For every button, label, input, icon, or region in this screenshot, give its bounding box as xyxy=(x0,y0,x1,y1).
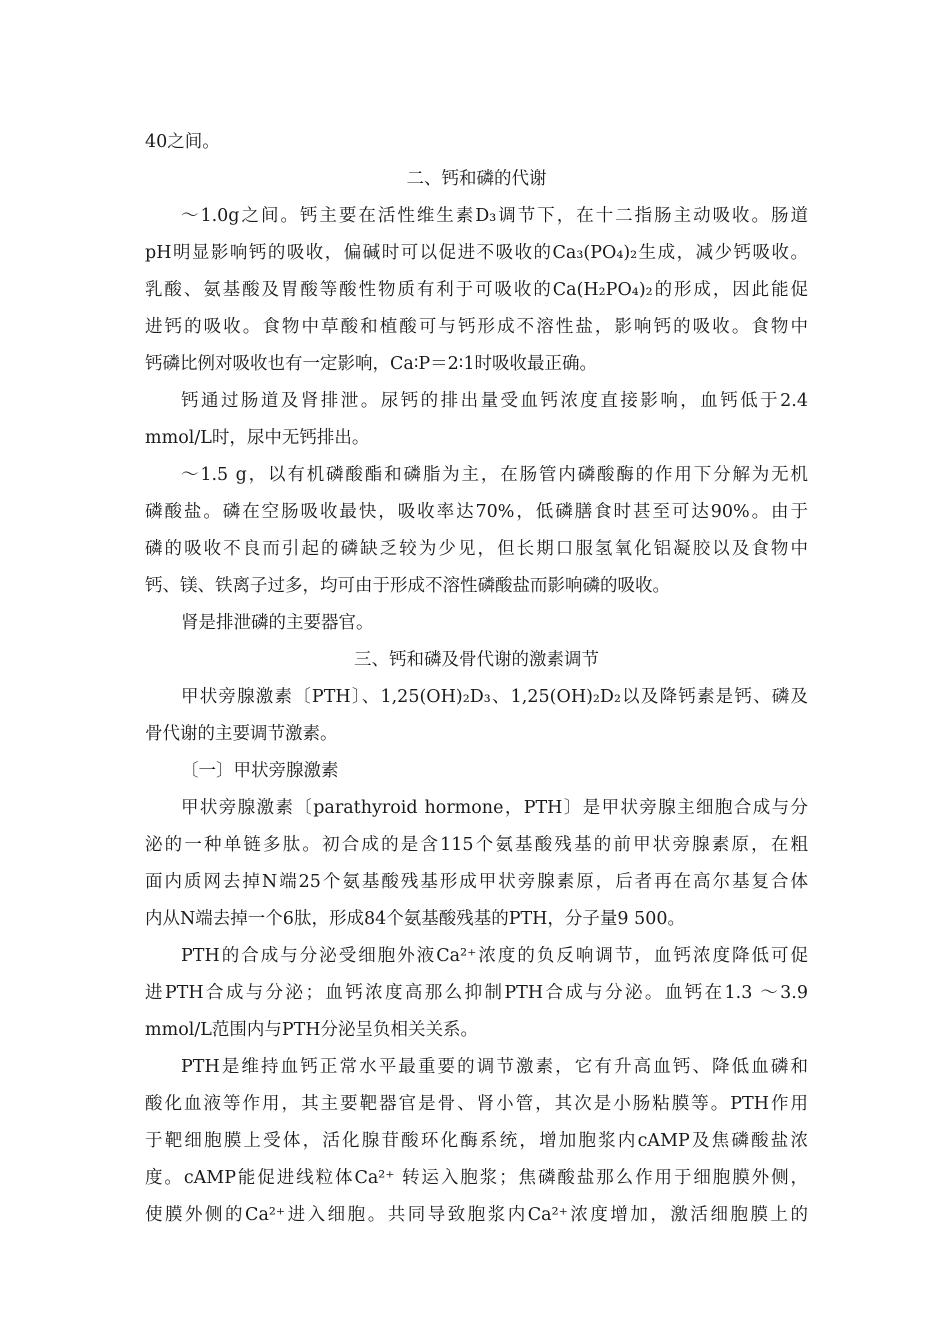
section-heading: 三、钙和磷及骨代谢的激素调节 xyxy=(354,650,599,670)
subsection-heading: 〔一〕甲状旁腺激素 xyxy=(181,761,339,781)
text-line: pH明显影响钙的吸收，偏碱时可以促进不吸收的Ca₃(PO₄)₂生成，减少钙吸收。 xyxy=(145,243,808,263)
text-line: mmol/L时，尿中无钙排出。 xyxy=(145,428,370,448)
text-line: 肾是排泄磷的主要器官。 xyxy=(181,613,374,633)
text-line: mmol/L范围内与PTH分泌呈负相关关系。 xyxy=(145,1020,479,1040)
text-line: 进PTH合成与分泌；血钙浓度高那么抑制PTH合成与分泌。血钙在1.3 ～3.9 xyxy=(145,983,808,1003)
text-line: 钙磷比例对吸收也有一定影响，Ca∶P＝2∶1时吸收最正确。 xyxy=(145,354,597,374)
text-line: 甲状旁腺激素〔parathyroid hormone，PTH〕是甲状旁腺主细胞合成与分 xyxy=(181,798,808,818)
text-line: 度。cAMP能促进线粒体Ca²⁺ 转运入胞浆；焦磷酸盐那么作用于细胞膜外侧， xyxy=(145,1168,808,1188)
text-line: 磷酸盐。磷在空肠吸收最快，吸收率达70%，低磷膳食时甚至可达90%。由于 xyxy=(145,502,808,522)
text-line: 甲状旁腺激素〔PTH〕、1,25(OH)₂D₃、1,25(OH)₂D₂以及降钙素是钙、磷及 xyxy=(181,687,808,707)
text-line: 泌的一种单链多肽。初合成的是含115个氨基酸残基的前甲状旁腺素原，在粗 xyxy=(145,835,808,855)
text-line: 磷的吸收不良而引起的磷缺乏较为少见，但长期口服氢氧化铝凝胶以及食物中 xyxy=(145,539,808,559)
text-line: 骨代谢的主要调节激素。 xyxy=(145,724,338,744)
text-line: 使膜外侧的Ca²⁺进入细胞。共同导致胞浆内Ca²⁺浓度增加，激活细胞膜上的 xyxy=(145,1205,808,1225)
text-line: 于靶细胞膜上受体，活化腺苷酸环化酶系统，增加胞浆内cAMP及焦磷酸盐浓 xyxy=(145,1131,808,1151)
section-heading: 二、钙和磷的代谢 xyxy=(406,169,547,189)
text-line: PTH的合成与分泌受细胞外液Ca²⁺浓度的负反响调节，血钙浓度降低可促 xyxy=(181,946,808,966)
text-line: 进钙的吸收。食物中草酸和植酸可与钙形成不溶性盐，影响钙的吸收。食物中 xyxy=(145,317,808,337)
text-line: 乳酸、氨基酸及胃酸等酸性物质有利于可吸收的Ca(H₂PO₄)₂的形成，因此能促 xyxy=(145,280,808,300)
text-line: ～1.0g之间。钙主要在活性维生素D₃调节下，在十二指肠主动吸收。肠道 xyxy=(181,206,808,226)
text-line: 钙通过肠道及肾排泄。尿钙的排出量受血钙浓度直接影响，血钙低于2.4 xyxy=(181,391,808,411)
text-line: 40之间。 xyxy=(145,132,220,152)
text-line: 内从N端去掉一个6肽，形成84个氨基酸残基的PTH，分子量9 500。 xyxy=(145,909,686,929)
text-line: ～1.5 g，以有机磷酸酯和磷脂为主，在肠管内磷酸酶的作用下分解为无机 xyxy=(181,465,808,485)
text-line: 钙、镁、铁离子过多，均可由于形成不溶性磷酸盐而影响磷的吸收。 xyxy=(145,576,670,596)
text-line: 酸化血液等作用，其主要靶器官是骨、肾小管，其次是小肠粘膜等。PTH作用 xyxy=(145,1094,808,1114)
text-line: 面内质网去掉N端25个氨基酸残基形成甲状旁腺素原，后者再在高尔基复合体 xyxy=(145,872,808,892)
text-line: PTH是维持血钙正常水平最重要的调节激素，它有升高血钙、降低血磷和 xyxy=(181,1057,808,1077)
